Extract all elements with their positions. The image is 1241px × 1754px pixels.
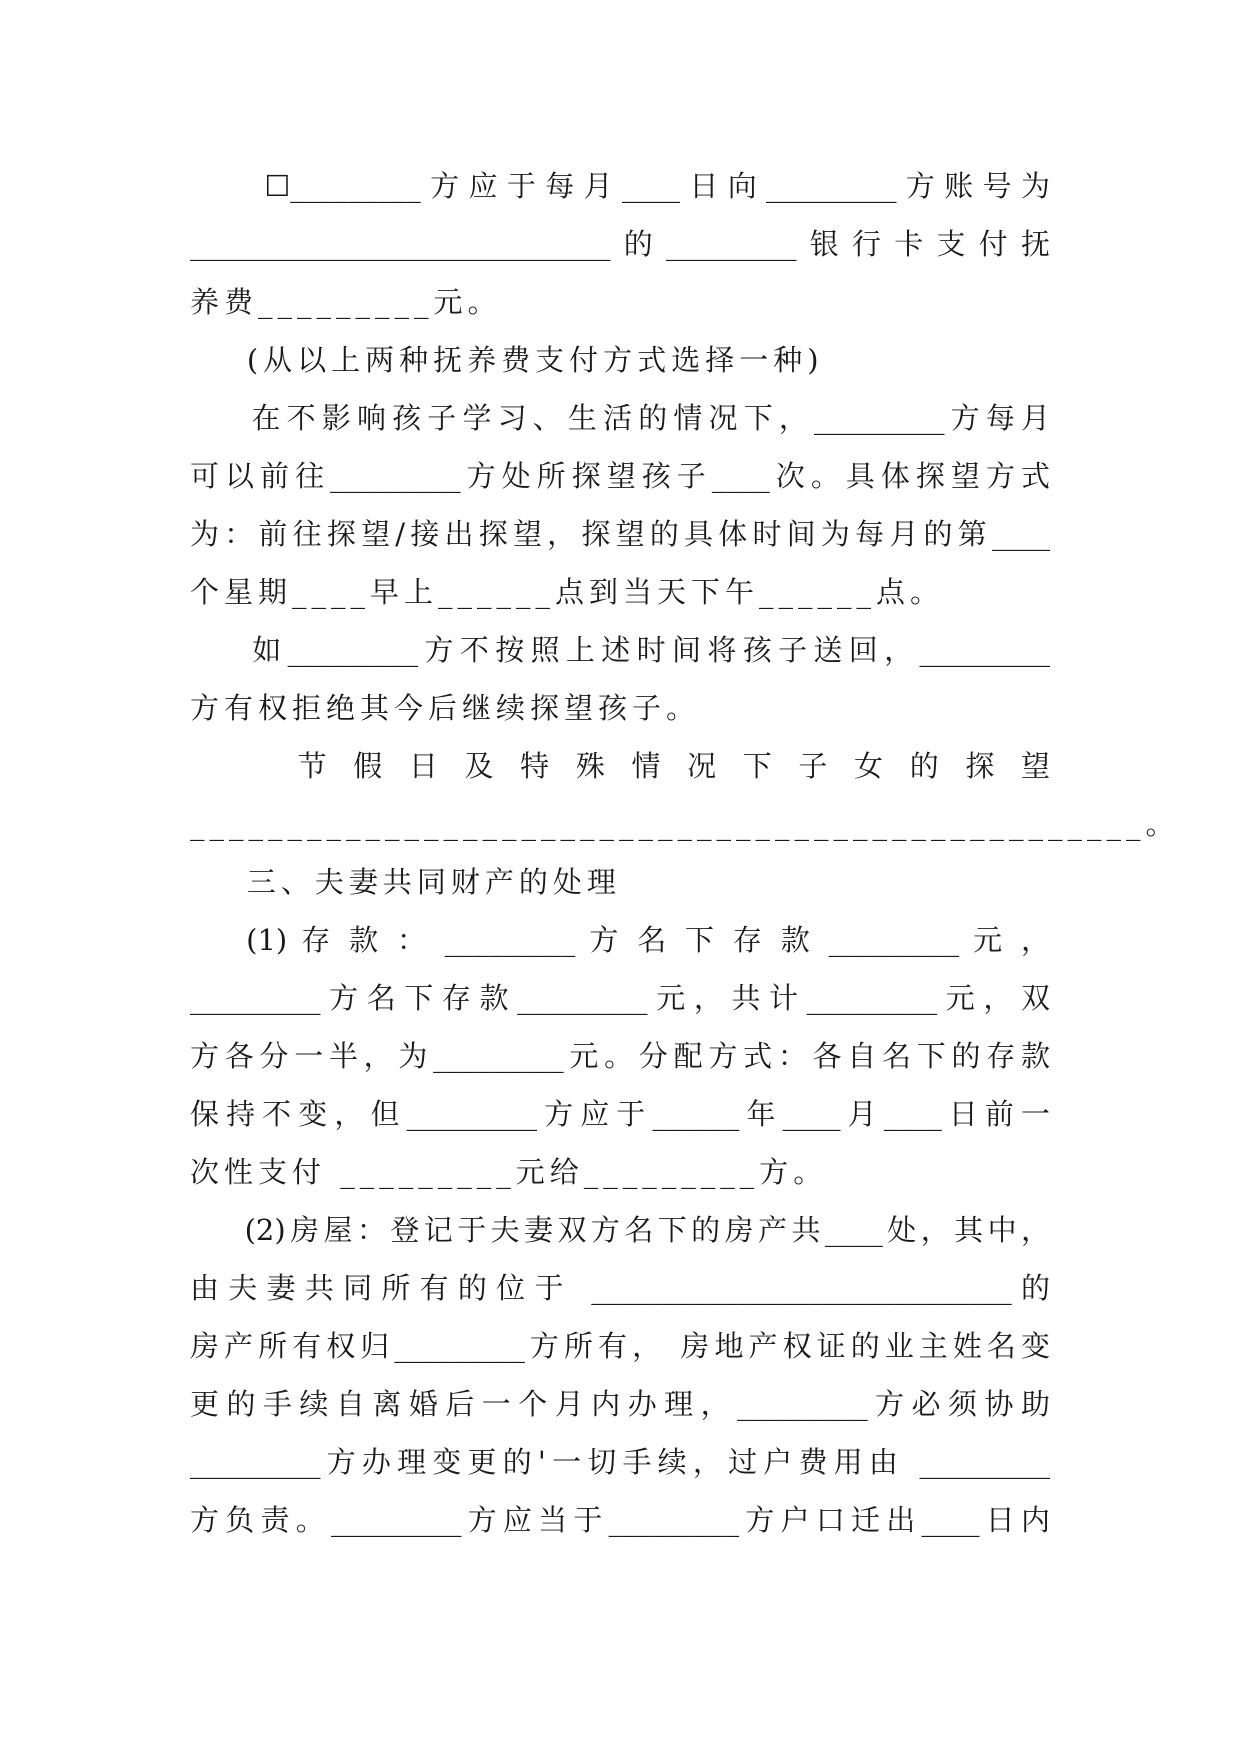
text-line: 为：前往探望/接出探望，探望的具体时间为每月的第____ <box>190 517 1050 551</box>
text-line: 养费_________元。 <box>190 285 502 319</box>
text-line: (1) 存 款 ： _________ 方 名 下 存 款 _________ 元 ， <box>190 923 1050 957</box>
text-line: _____________________________的_________银行卡支付抚 <box>190 227 1050 261</box>
text-line: 在不影响孩子学习、生活的情况下，_________方每月 <box>190 401 1050 435</box>
text-line: 节 假 日 及 特 殊 情 况 下 子 女 的 探 望 <box>190 749 1050 783</box>
text-line: 房产所有权归_________方所有， 房地产权证的业主姓名变 <box>190 1329 1050 1363</box>
text-line: 个星期____早上______点到当天下午______点。 <box>190 575 945 609</box>
text-line: 方负责。_________方应当于_________方户口迁出____日内 <box>190 1503 1050 1537</box>
text-line: _________________________________________________。 <box>190 807 1180 841</box>
text-line: 保持不变，但_________方应于______年____月____日前一 <box>190 1097 1050 1131</box>
text-line: _________方办理变更的'一切手续，过户费用由 _________ <box>190 1445 1050 1479</box>
section-heading: 三、夫妻共同财产的处理 <box>190 865 621 899</box>
text-line: 次性支付 _________元给_________方。 <box>190 1155 828 1189</box>
text-line: 可以前往_________方处所探望孩子____次。具体探望方式 <box>190 459 1050 493</box>
text-line: 方各分一半，为_________元。分配方式：各自名下的存款 <box>190 1039 1050 1073</box>
text-line: 如_________方不按照上述时间将孩子送回，_________ <box>190 633 1050 667</box>
text-line: ☐_________方应于每月____日向_________方账号为 <box>190 169 1050 203</box>
text-line: (从以上两种抚养费支付方式选择一种) <box>190 343 824 377</box>
text-line: (2)房屋：登记于夫妻双方名下的房产共____处，其中， <box>190 1213 1050 1247</box>
text-line: 方有权拒绝其今后继续探望孩子。 <box>190 691 701 725</box>
text-line: _________方名下存款_________元，共计_________元，双 <box>190 981 1050 1015</box>
text-line: 由夫妻共同所有的位于 _____________________________的 <box>190 1271 1050 1305</box>
text-line: 更的手续自离婚后一个月内办理，_________方必须协助 <box>190 1387 1050 1421</box>
